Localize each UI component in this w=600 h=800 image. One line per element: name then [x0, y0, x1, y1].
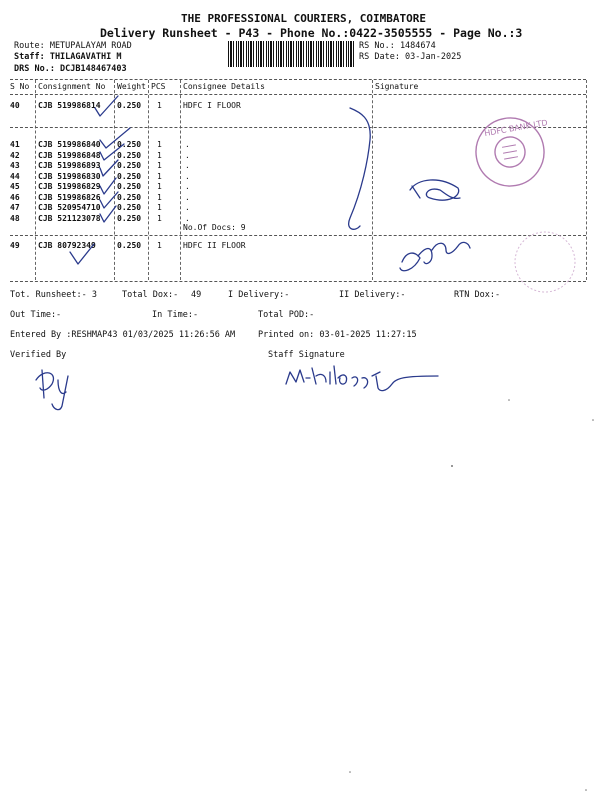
- verified-by: Verified By: [10, 350, 67, 360]
- rs-number: RS No.: 1484674: [359, 41, 436, 51]
- pcs: 1: [157, 241, 162, 250]
- drs-number: DRS No.: DCJB148467403: [14, 64, 127, 74]
- consignee-details: HDFC II FLOOR: [183, 241, 246, 250]
- tick-mark: [100, 192, 118, 208]
- col-signature: Signature: [375, 82, 419, 91]
- signature-one: [410, 180, 460, 200]
- weight: 0.250: [117, 241, 142, 250]
- out-time: Out Time:-: [10, 310, 62, 320]
- stamp-text: HDFC BANK LTD: [483, 118, 549, 139]
- col-details: Consignee Details: [183, 82, 265, 91]
- tick-mark: [100, 178, 116, 194]
- list-item: 41 42 43 44 45 46 47 48: [10, 140, 20, 223]
- total-dox-value: 49: [191, 290, 202, 300]
- rs-date: RS Date: 03-Jan-2025: [359, 52, 462, 62]
- rtn-dox: RTN Dox:-: [454, 290, 501, 300]
- tick-mark: [100, 128, 130, 148]
- no-of-docs: No.Of Docs: 9: [183, 223, 246, 232]
- tot-runsheet: Tot. Runsheet:- 3: [10, 290, 97, 300]
- i-delivery: I Delivery:-: [228, 290, 290, 300]
- printed-on: Printed on: 03-01-2025 11:27:15: [258, 330, 417, 340]
- tick-mark: [100, 144, 124, 160]
- total-dox-label: Total Dox:-: [122, 290, 179, 300]
- tick-mark: [100, 160, 118, 176]
- weight: 0.250: [117, 101, 142, 110]
- table-row: 49: [10, 241, 20, 250]
- pcs: 1: [157, 101, 162, 110]
- consignment-no: CJB 519986814: [38, 101, 101, 110]
- tick-mark: [95, 96, 118, 116]
- consignment-list: CJB 519986840 CJB 519986848 CJB 519986893 CJB 519986830 CJB 519986829 CJB 519986826 CJB 520954710 CJB 521123078: [38, 140, 101, 223]
- staff-signature-label: Staff Signature: [268, 350, 345, 360]
- weight-list: 0.250 0.250 0.250 0.250 0.250 0.250 0.250 0.250: [117, 140, 142, 223]
- faint-stamp: [515, 232, 575, 292]
- route: Route: METUPALAYAM ROAD: [14, 41, 132, 51]
- tick-mark: [70, 244, 94, 264]
- col-pcs: PCS: [151, 82, 166, 91]
- col-consignment: Consignment No: [38, 82, 106, 91]
- bracket-mark: [349, 108, 371, 229]
- details-list: . . . . . . . .: [185, 140, 190, 223]
- company-name: THE PROFESSIONAL COURIERS, COIMBATORE: [181, 12, 427, 25]
- staff-signature: [286, 366, 438, 391]
- verified-signature: [36, 370, 68, 410]
- pcs-list: 1 1 1 1 1 1 1 1: [157, 140, 162, 223]
- page-title: Delivery Runsheet - P43 - Phone No.:0422-3505555 - Page No.:3: [100, 26, 523, 40]
- entered-by: Entered By :RESHMAP43 01/03/2025 11:26:56 AM: [10, 330, 236, 340]
- in-time: In Time:-: [152, 310, 199, 320]
- signature-two: [400, 242, 470, 270]
- ii-delivery: II Delivery:-: [339, 290, 406, 300]
- consignee-details: HDFC I FLOOR: [183, 101, 241, 110]
- total-pod: Total POD:-: [258, 310, 315, 320]
- col-weight: Weight: [117, 82, 146, 91]
- staff: Staff: THILAGAVATHI M: [14, 52, 122, 62]
- tick-mark: [100, 206, 116, 222]
- consignment-no: CJB 80792349: [38, 241, 96, 250]
- col-sno: S No: [10, 82, 30, 91]
- table-row: 40: [10, 101, 20, 110]
